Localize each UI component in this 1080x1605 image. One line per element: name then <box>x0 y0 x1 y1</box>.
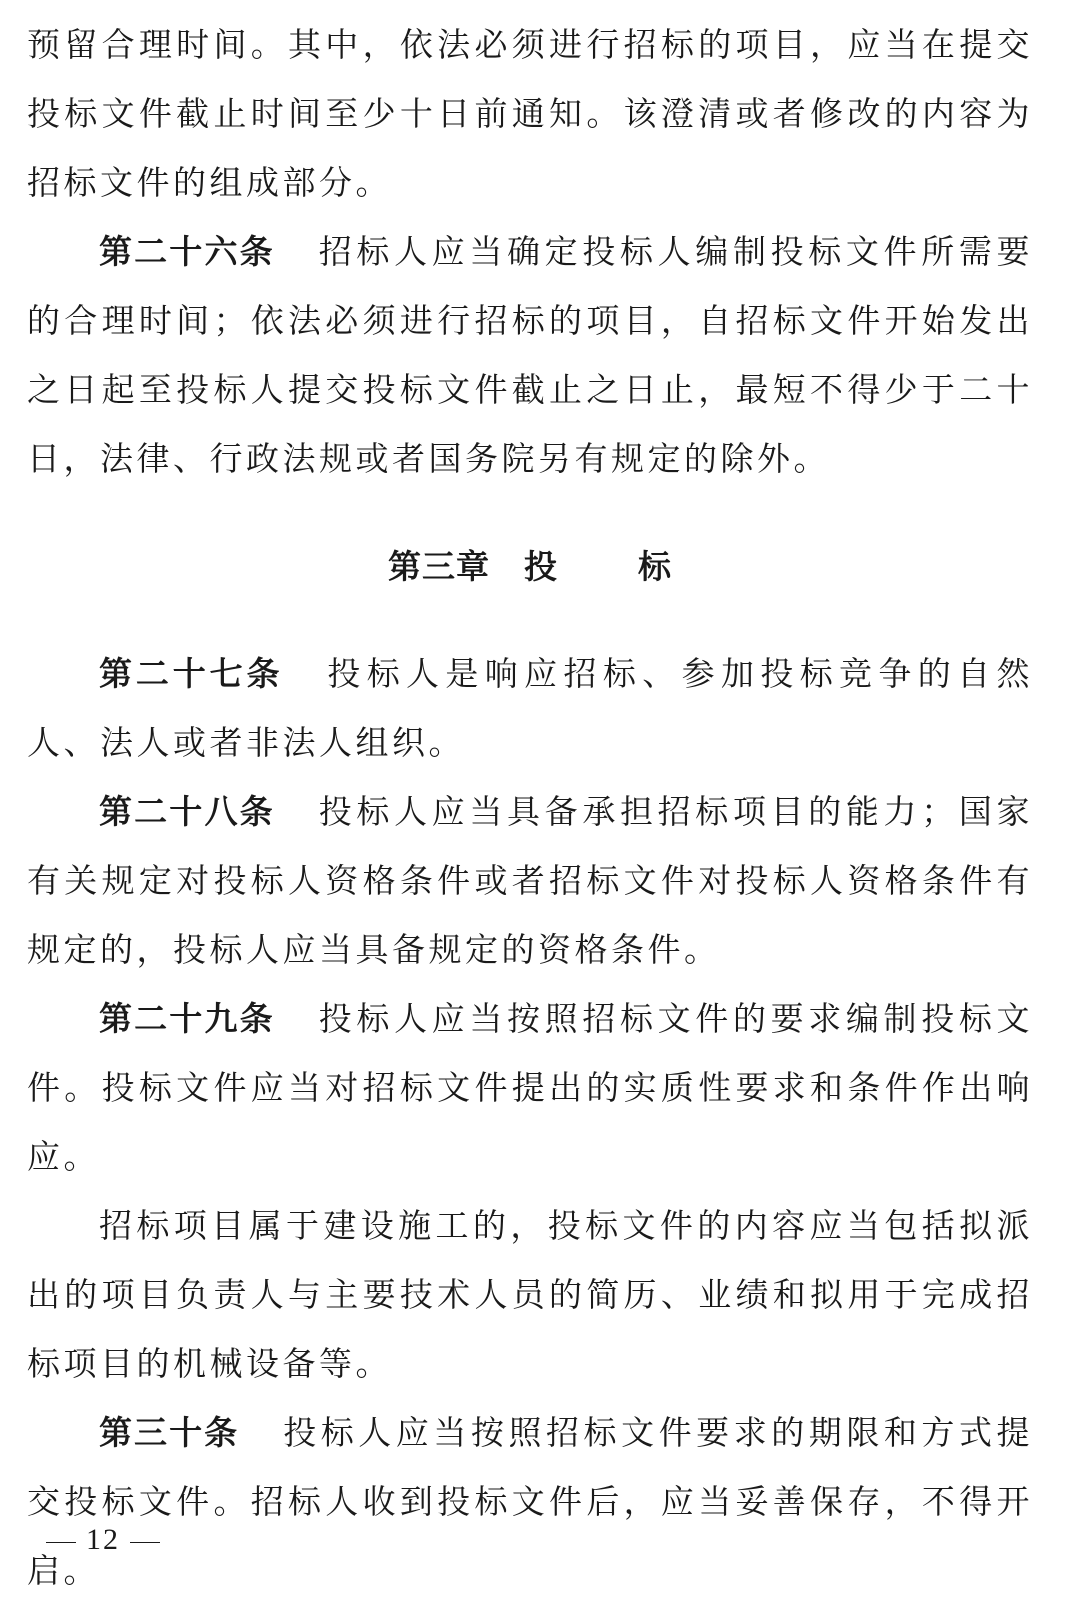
article-heading: 第二十七条 <box>99 654 284 693</box>
chapter-title-part-2: 标 <box>638 547 672 586</box>
page-number-footer <box>36 1520 170 1560</box>
article-heading: 第三十条 <box>99 1413 240 1452</box>
chapter-number: 第三章 <box>388 547 490 586</box>
chapter-heading <box>27 537 1033 597</box>
paragraph-article-29 <box>27 984 1033 1191</box>
article-heading: 第二十八条 <box>99 792 275 831</box>
article-heading: 第二十六条 <box>99 232 275 271</box>
footer-dash-right <box>130 1542 160 1543</box>
article-text: 投标人是响应招标、参加投标竞争的自然人、法人或者非法人组织。 <box>27 654 1034 762</box>
page-number: 12 <box>86 1523 120 1556</box>
paragraph-article-30 <box>27 1398 1033 1605</box>
chapter-title-part-1: 投 <box>524 547 558 586</box>
paragraph-article-29-continued: 招标项目属于建设施工的，投标文件的内容应当包括拟派出的项目负责人与主要技术人员的简历、业绩和拟用于完成招标项目的机械设备等。 <box>27 1206 1033 1383</box>
paragraph-article-28 <box>27 777 1033 984</box>
document-page <box>27 0 1033 1605</box>
article-text: 投标人应当按照招标文件要求的期限和方式提交投标文件。招标人收到投标文件后，应当妥善保存，不得开启。 <box>27 1413 1034 1590</box>
paragraph-article-27 <box>27 639 1033 777</box>
paragraph-article-26 <box>27 217 1033 493</box>
article-text: 投标人应当按照招标文件的要求编制投标文件。投标文件应当对招标文件提出的实质性要求和条件作出响应。 <box>27 999 1034 1176</box>
article-text: 招标人应当确定投标人编制投标文件所需要的合理时间；依法必须进行招标的项目，自招标文件开始发出之日起至投标人提交投标文件截止之日止，最短不得少于二十日，法律、行政法规或者国务院另有规定的除外。 <box>27 232 1034 478</box>
paragraph-continuation: 预留合理时间。其中，依法必须进行招标的项目，应当在提交投标文件截止时间至少十日前通知。该澄清或者修改的内容为招标文件的组成部分。 <box>27 25 1033 202</box>
article-heading: 第二十九条 <box>99 999 275 1038</box>
article-text: 投标人应当具备承担招标项目的能力；国家有关规定对投标人资格条件或者招标文件对投标人资格条件有规定的，投标人应当具备规定的资格条件。 <box>27 792 1034 969</box>
chapter-title <box>524 547 672 586</box>
footer-dash-left <box>46 1542 76 1543</box>
